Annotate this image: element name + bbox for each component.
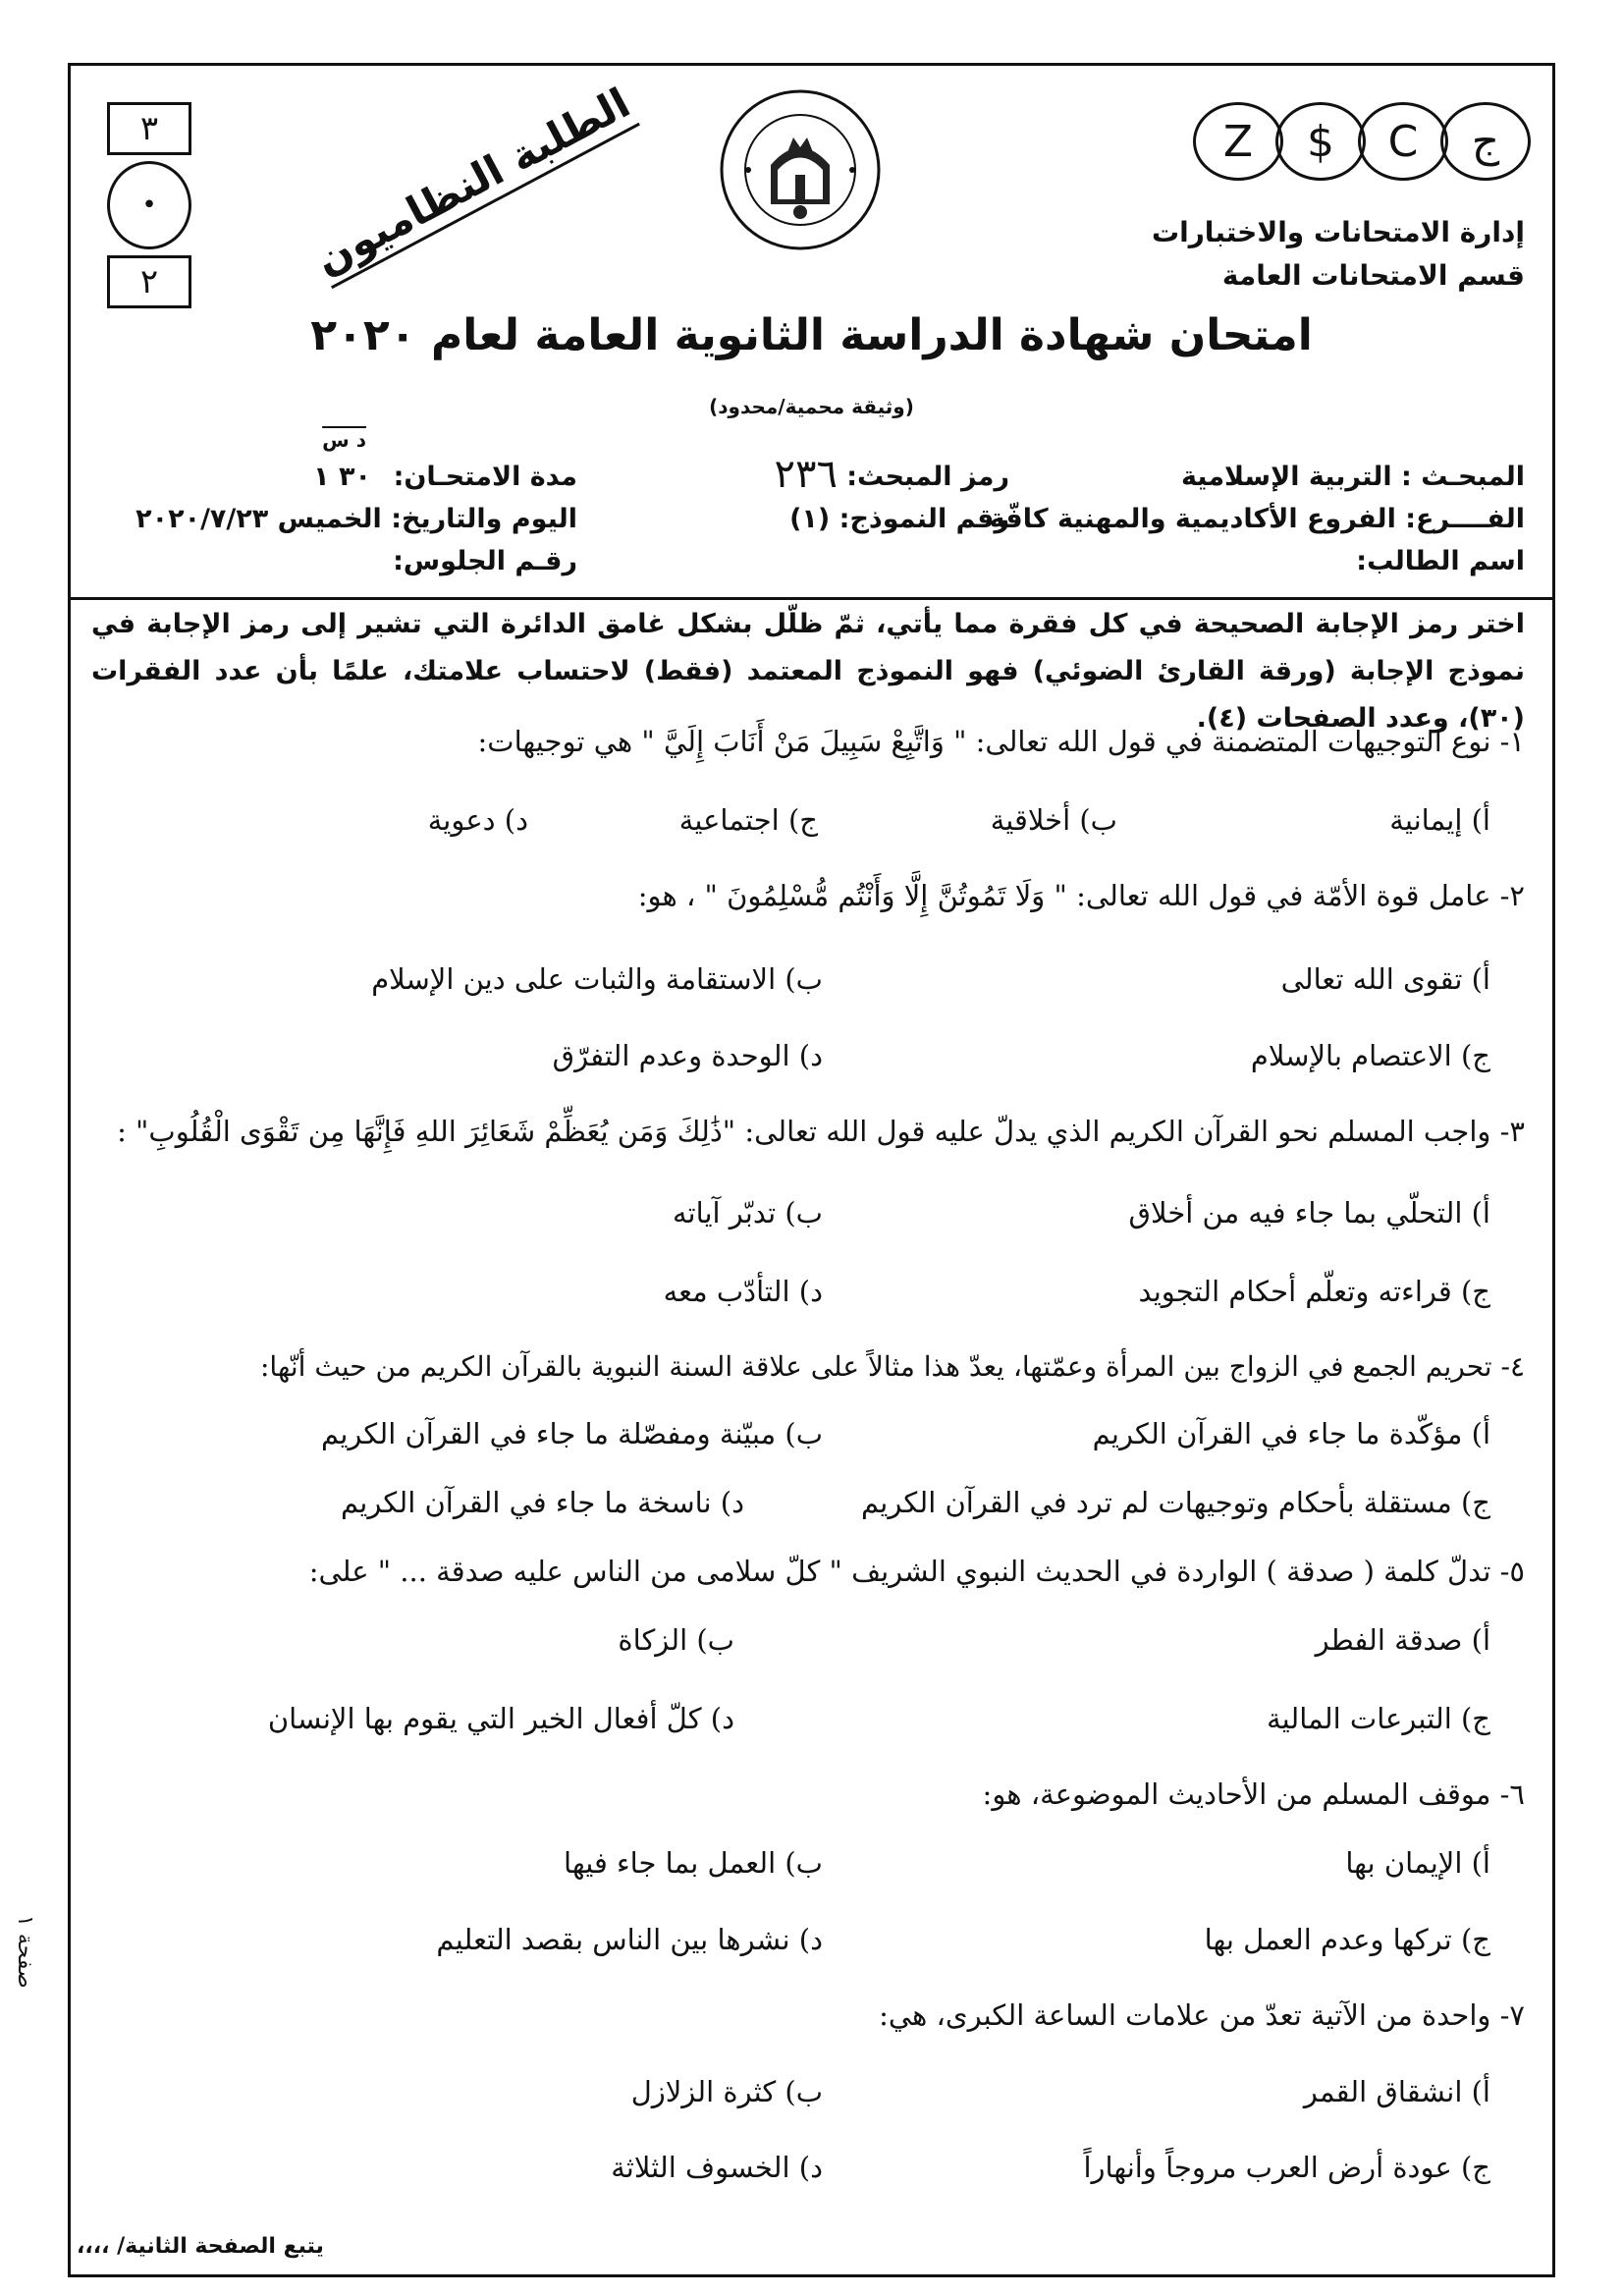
q5-option-b: ب) الزكاة bbox=[618, 1623, 734, 1657]
question-4: ٤- تحريم الجمع في الزواج بين المرأة وعمّتها، يعدّ هذا مثالاً على علاقة السنة النبوية بالقرآن الكريم من حيث أنّها: bbox=[260, 1350, 1525, 1383]
exam-title: امتحان شهادة الدراسة الثانوية العامة لعام ٢٠٢٠ bbox=[310, 310, 1313, 360]
mark-top: ٣ bbox=[107, 102, 191, 155]
logo-letter-dollar: $ bbox=[1275, 102, 1366, 181]
q3-option-c: ج) قراءته وتعلّم أحكام التجويد bbox=[1138, 1275, 1490, 1308]
q3-option-a: أ) التحلّي بما جاء فيه من أخلاق bbox=[1128, 1196, 1490, 1230]
ministry-seal-icon bbox=[717, 86, 884, 253]
student-category-label: الطلبة النظاميون bbox=[307, 79, 640, 289]
question-3: ٣- واجب المسلم نحو القرآن الكريم الذي يدلّ عليه قول الله تعالى: "ذَٰلِكَ وَمَن يُعَظِّمْ شَعَائِرَ اللهِ فَإِنَّهَا مِن تَقْوَى الْقُلُوبِ" : bbox=[117, 1115, 1525, 1148]
seat-number-field: رقـم الجلوس: bbox=[393, 546, 577, 576]
subject-field: المبحـث : التربية الإسلامية bbox=[1180, 462, 1525, 492]
subject-code-label: رمز المبحث: bbox=[846, 462, 1009, 492]
duration-value: ٣٠ ١ bbox=[313, 462, 371, 492]
q5-option-d: د) كلّ أفعال الخير التي يقوم بها الإنسان bbox=[267, 1702, 734, 1735]
q4-option-a: أ) مؤكّدة ما جاء في القرآن الكريم bbox=[1092, 1417, 1490, 1450]
q1-option-b: ب) أخلاقية bbox=[990, 803, 1117, 837]
q3-option-b: ب) تدبّر آياته bbox=[672, 1196, 823, 1230]
question-6: ٦- موقف المسلم من الأحاديث الموضوعة، هو: bbox=[982, 1777, 1525, 1811]
question-7: ٧- واحدة من الآتية تعدّ من علامات الساعة الكبرى، هي: bbox=[879, 1998, 1525, 2032]
q1-option-c: ج) اجتماعية bbox=[678, 803, 818, 837]
q4-option-b: ب) مبيّنة ومفصّلة ما جاء في القرآن الكريم bbox=[321, 1417, 823, 1450]
q1-option-a: أ) إيمانية bbox=[1389, 803, 1490, 837]
mark-bottom: ٢ bbox=[107, 255, 191, 308]
exam-marks bbox=[103, 102, 191, 308]
q4-option-c: ج) مستقلة بأحكام وتوجيهات لم ترد في القرآن الكريم bbox=[861, 1486, 1490, 1519]
q1-option-d: د) دعوية bbox=[427, 803, 528, 837]
header-divider bbox=[68, 597, 1555, 600]
student-name-field: اسم الطالب: bbox=[1356, 546, 1525, 576]
q7-option-a: أ) انشقاق القمر bbox=[1303, 2075, 1490, 2108]
question-1: ١- نوع التوجيهات المتضمنة في قول الله تعالى: " وَاتَّبِعْ سَبِيلَ مَنْ أَنَابَ إِلَيَّ " هي توجيهات: bbox=[477, 725, 1525, 758]
q7-option-c: ج) عودة أرض العرب مروجاً وأنهاراً bbox=[1083, 2151, 1490, 2184]
question-5: ٥- تدلّ كلمة ( صدقة ) الواردة في الحديث النبوي الشريف " كلّ سلامى من الناس عليه صدقة ... " على: bbox=[308, 1555, 1525, 1588]
question-2: ٢- عامل قوة الأمّة في قول الله تعالى: " وَلَا تَمُوتُنَّ إِلَّا وَأَنْتُم مُّسْلِمُونَ " ، هو: bbox=[637, 879, 1525, 912]
q2-option-c: ج) الاعتصام بالإسلام bbox=[1250, 1039, 1490, 1072]
page-number: صفحة ١ bbox=[13, 1915, 37, 1989]
branch-field: الفــــرع: الفروع الأكاديمية والمهنية كافّة bbox=[989, 504, 1525, 534]
q5-option-a: أ) صدقة الفطر bbox=[1315, 1623, 1490, 1657]
day-date-field: اليوم والتاريخ: الخميس ٢٠٢٠/٧/٢٣ bbox=[135, 504, 577, 534]
q3-option-d: د) التأدّب معه bbox=[663, 1275, 823, 1308]
subject-code-value: ٢٣٦ bbox=[774, 452, 838, 497]
section-name: قسم الامتحانات العامة bbox=[1221, 259, 1525, 292]
continue-note: يتبع الصفحة الثانية/ ،،،، bbox=[77, 2234, 324, 2259]
logo-letter-z: Z bbox=[1193, 102, 1283, 181]
q2-option-a: أ) تقوى الله تعالى bbox=[1280, 962, 1490, 996]
document-classification: (وثيقة محمية/محدود) bbox=[709, 395, 914, 418]
mark-circle: • bbox=[107, 161, 191, 249]
q2-option-d: د) الوحدة وعدم التفرّق bbox=[552, 1039, 823, 1072]
q5-option-c: ج) التبرعات المالية bbox=[1267, 1702, 1490, 1735]
duration-units: د س bbox=[322, 428, 366, 452]
q2-option-b: ب) الاستقامة والثبات على دين الإسلام bbox=[371, 962, 823, 996]
q4-option-d: د) ناسخة ما جاء في القرآن الكريم bbox=[340, 1486, 744, 1519]
q6-option-d: د) نشرها بين الناس بقصد التعليم bbox=[436, 1923, 823, 1956]
instructions-text: اختر رمز الإجابة الصحيحة في كل فقرة مما يأتي، ثمّ ظلّل بشكل غامق الدائرة التي تشير إلى رمز الإجابة في نموذج الإجابة (ورقة القارئ الضوئي) فهو النموذج المعتمد (فقط) لاحتساب علامتك، علمًا بأن عدد الفقرات (٣٠)، وعدد الصفحات (٤). bbox=[91, 609, 1525, 734]
q6-option-a: أ) الإيمان بها bbox=[1345, 1846, 1490, 1880]
q6-option-b: ب) العمل بما جاء فيها bbox=[564, 1846, 823, 1880]
logo-letter-c: C bbox=[1358, 102, 1448, 181]
model-number-field: رقم النموذج: (١) bbox=[789, 504, 1009, 534]
q7-option-d: د) الخسوف الثلاثة bbox=[611, 2151, 823, 2184]
header-logos bbox=[1193, 102, 1527, 181]
duration-label: مدة الامتحـان: bbox=[393, 462, 577, 492]
q6-option-c: ج) تركها وعدم العمل بها bbox=[1204, 1923, 1490, 1956]
q7-option-b: ب) كثرة الزلازل bbox=[630, 2075, 823, 2108]
department-name: إدارة الامتحانات والاختبارات bbox=[1151, 216, 1525, 248]
logo-letter-jeem: ج bbox=[1440, 102, 1531, 181]
